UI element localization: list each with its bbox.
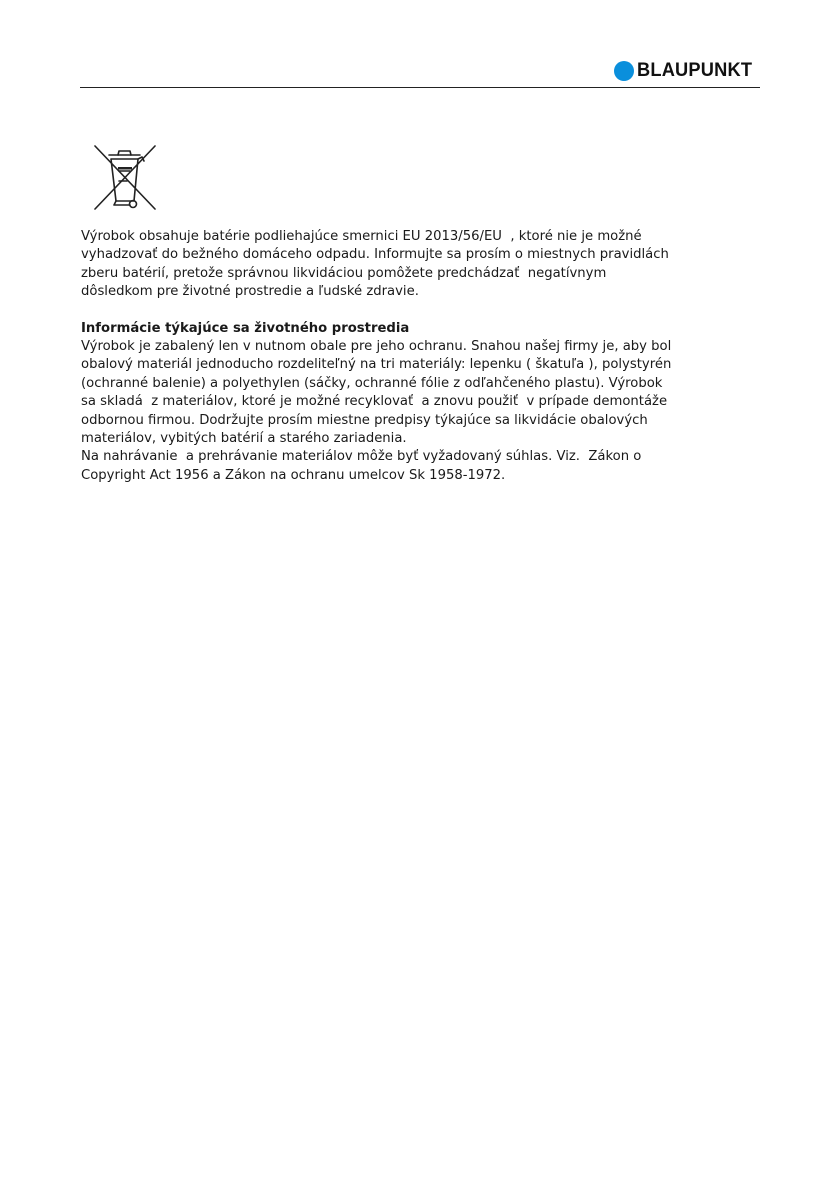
brand-logo: [614, 60, 757, 82]
text-line: obalový materiál jednoducho rozdeliteľný na tri materiály: lepenku ( škatuľa ), polystyrén: [81, 357, 672, 373]
environment-section: [81, 320, 721, 486]
text-line: materiálov, vybitých batérií a starého zariadenia.: [81, 431, 407, 447]
document-body: [81, 228, 721, 485]
brand-name: BLAUPUNKT: [636, 60, 753, 81]
text-line: zberu batérií, pretože správnou likvidáciou pomôžete predchádzať negatívnym: [81, 265, 607, 281]
text-line: Výrobok obsahuje batérie podliehajúce smernici EU 2013/56/EU , ktoré nie je možné: [81, 229, 642, 244]
text-line: vyhadzovať do bežného domáceho odpadu. Informujte sa prosím o miestnych pravidlách: [81, 247, 669, 263]
crossed-out-wheelie-bin-icon: [92, 143, 158, 211]
text-line: odbornou firmou. Dodržujte prosím miestne predpisy týkajúce sa likvidácie obalových: [81, 412, 648, 428]
page-header: [80, 54, 760, 88]
battery-disposal-paragraph: [81, 228, 721, 302]
text-line: (ochranné balenie) a polyethylen (sáčky, ochranné fólie z odľahčeného plastu). Výrobok: [81, 375, 663, 391]
section-heading: Informácie týkajúce sa životného prostredia: [81, 320, 410, 336]
text-line: dôsledkom pre životné prostredie a ľudské zdravie.: [81, 284, 419, 300]
text-line: Výrobok je zabalený len v nutnom obale pre jeho ochranu. Snahou našej firmy je, aby bol: [81, 339, 672, 355]
text-line: sa skladá z materiálov, ktoré je možné recyklovať a znovu použiť v prípade demontáže: [81, 394, 668, 410]
text-line: Na nahrávanie a prehrávanie materiálov môže byť vyžadovaný súhlas. Viz. Zákon o: [81, 449, 642, 465]
brand-dot-icon: [614, 61, 634, 81]
text-line: Copyright Act 1956 a Zákon na ochranu umelcov Sk 1958-1972.: [81, 467, 506, 483]
